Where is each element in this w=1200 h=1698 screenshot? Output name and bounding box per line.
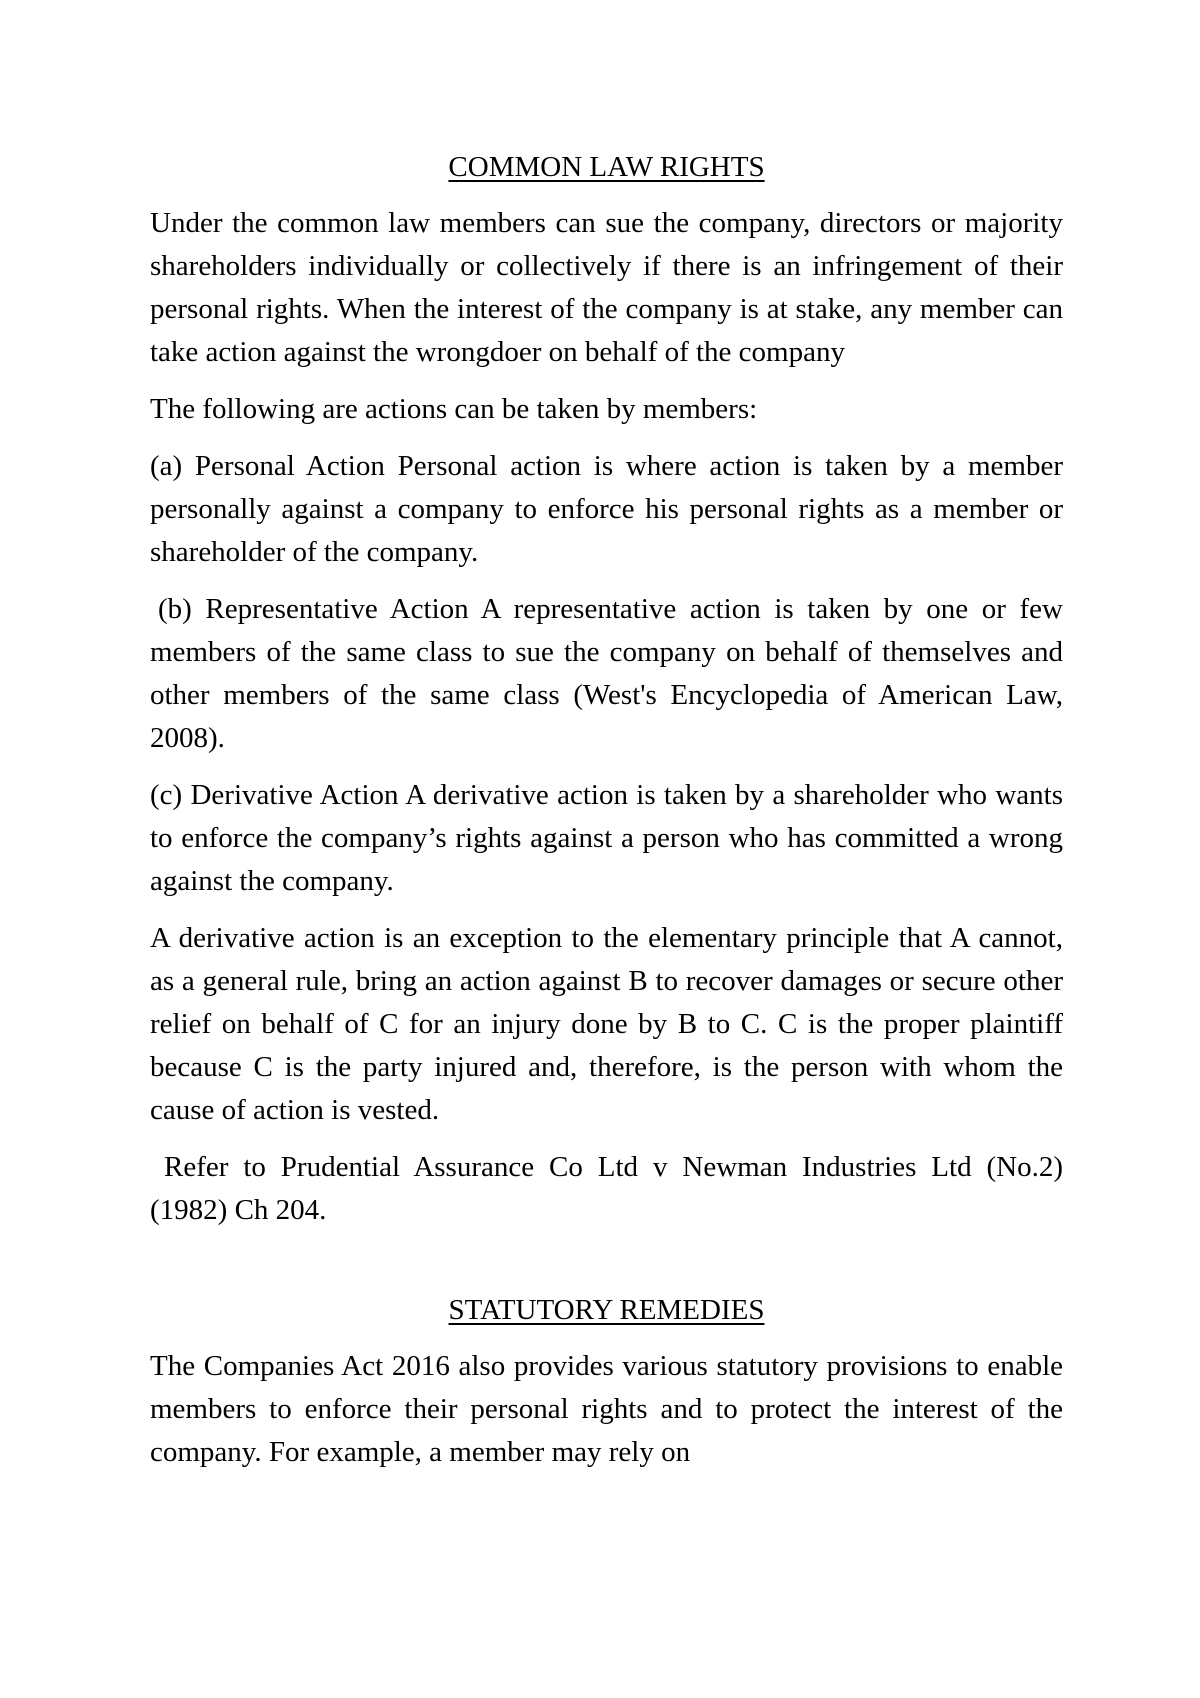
paragraph-case-reference: Refer to Prudential Assurance Co Ltd v Newman Industries Ltd (No.2) (1982) Ch 204. — [150, 1151, 1063, 1226]
paragraph-representative-action: (b) Representative Action A representative action is taken by one or few members of the same class to sue the company on behalf of themselves and other members of the same class (West's Encyclopedia of American Law, 2008). — [150, 593, 1063, 754]
paragraph-derivative-explanation: A derivative action is an exception to the elementary principle that A cannot, as a general rule, bring an action against B to recover damages or secure other relief on behalf of C for an injury done by B to C. C is the proper plaintiff because C is the party injured and, therefore, is the person with whom the cause of action is vested. — [150, 922, 1063, 1126]
section-heading-common-law-rights: COMMON LAW RIGHTS — [448, 151, 765, 183]
section-spacer — [150, 1246, 1063, 1289]
paragraph-statutory-intro: The Companies Act 2016 also provides various statutory provisions to enable members to enforce their personal rights and to protect the interest of the company. For example, a member may rely on — [150, 1350, 1063, 1468]
document-body — [150, 146, 1063, 1488]
section-heading-statutory-remedies: STATUTORY REMEDIES — [448, 1294, 765, 1326]
paragraph-actions-lead-in: The following are actions can be taken by members: — [150, 393, 758, 425]
paragraph-personal-action: (a) Personal Action Personal action is where action is taken by a member personally against a company to enforce his personal rights as a member or shareholder of the company. — [150, 450, 1063, 568]
paragraph-common-law-intro: Under the common law members can sue the company, directors or majority shareholders individually or collectively if there is an infringement of their personal rights. When the interest of the company is at stake, any member can take action against the wrongdoer on behalf of the company — [150, 207, 1063, 368]
paragraph-derivative-action: (c) Derivative Action A derivative action is taken by a shareholder who wants to enforce the company’s rights against a person who has committed a wrong against the company. — [150, 779, 1063, 897]
